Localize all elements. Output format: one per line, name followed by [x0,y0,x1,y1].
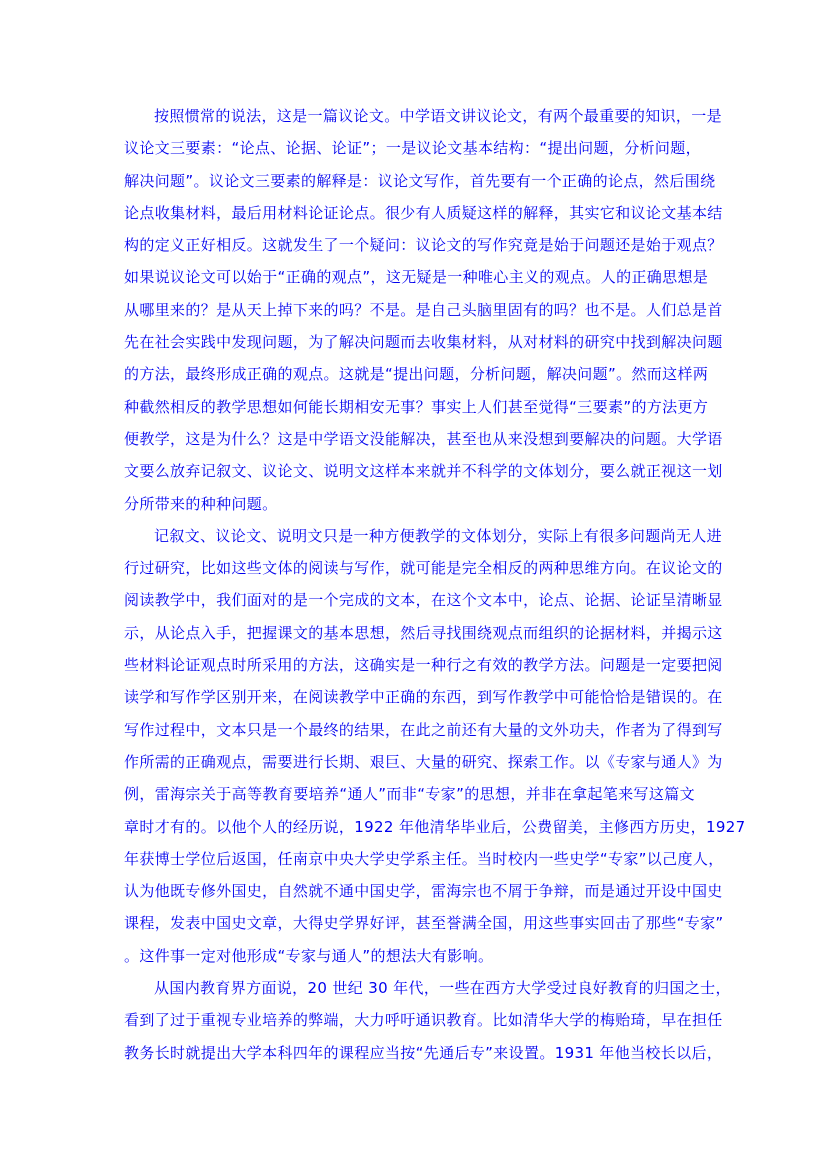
text-line: 从国内教育界方面说，20 世纪 30 年代，一些在西方大学受过良好教育的归国之士， [154,979,731,998]
text-line: 种截然相反的教学思想如何能长期相安无事？事实上人们甚至觉得“三要素”的方法更方 [124,397,709,416]
text-line: 先在社会实践中发现问题，为了解决问题而去收集材料，从对材料的研究中找到解决问题 [124,333,723,352]
text-line: 。这件事一定对他形成“专家与通人”的想法大有影响。 [124,946,494,965]
text-line: 如果说议论文可以始于“正确的观点”，这无疑是一种唯心主义的观点。人的正确思想是 [124,268,709,287]
text-line: 认为他既专修外国史，自然就不通中国史学，雷海宗也不屑于争辩，而是通过开设中国史 [124,882,723,901]
text-line: 按照惯常的说法，这是一篇议论文。中学语文讲议论文，有两个最重要的知识，一是 [154,107,722,125]
text-line: 章时才有的。以他个人的经历说，1922 年他清华毕业后，公费留美，主修西方历史，1927 [124,817,746,836]
text-line: 例，雷海宗关于高等教育要培养“通人”而非“专家”的思想，并非在拿起笔来写这篇文 [124,785,695,804]
text-line: 写作过程中，文本只是一个最终的结果，在此之前还有大量的文外功夫，作者为了得到写 [124,720,723,739]
text-line: 些材料论证观点时所采用的方法，这确实是一种行之有效的教学方法。问题是一定要把阅 [124,656,723,675]
paragraph-2 [124,520,746,972]
text-line: 解决问题”。议论文三要素的解释是：议论文写作，首先要有一个正确的论点，然后围绕 [124,171,716,190]
text-line: 构的定义正好相反。这就发生了一个疑问：议论文的写作究竟是始于问题还是始于观点？ [124,236,723,255]
document-page [124,100,746,1069]
paragraph-3 [124,972,731,1069]
text-line: 议论文三要素：“论点、论据、论证”；一是议论文基本结构：“提出问题，分析问题， [124,139,701,158]
text-line: 看到了过于重视专业培养的弊端，大力呼吁通识教育。比如清华大学的梅贻琦，早在担任 [124,1011,723,1030]
text-line: 读学和写作学区别开来，在阅读教学中正确的东西，到写作教学中可能恰恰是错误的。在 [124,688,723,707]
text-line: 的方法，最终形成正确的观点。这就是“提出问题，分析问题，解决问题”。然而这样两 [124,365,709,384]
text-line: 从哪里来的？是从天上掉下来的吗？不是。是自己头脑里固有的吗？也不是。人们总是首 [124,300,723,319]
text-line: 文要么放弃记叙文、议论文、说明文这样本来就并不科学的文体划分，要么就正视这一划 [124,462,723,481]
text-line: 分所带来的种种问题。 [124,494,278,513]
paragraph-1 [124,100,723,520]
text-line: 课程，发表中国史文章，大得史学界好评，甚至誉满全国，用这些事实回击了那些“专家” [124,914,724,933]
text-line: 阅读教学中，我们面对的是一个完成的文本，在这个文本中，论点、论据、论证呈清晰显 [124,591,723,610]
text-line: 年获博士学位后返国，任南京中央大学史学系主任。当时校内一些史学“专家”以己度人， [124,849,724,868]
text-line: 便教学，这是为什么？这是中学语文没能解决，甚至也从来没想到要解决的问题。大学语 [124,429,723,448]
text-line: 示，从论点入手，把握课文的基本思想，然后寻找围绕观点而组织的论据材料，并揭示这 [124,623,723,642]
text-line: 作所需的正确观点，需要进行长期、艰巨、大量的研究、探索工作。以《专家与通人》为 [124,752,723,771]
text-line: 教务长时就提出大学本科四年的课程应当按“先通后专”来设置。1931 年他当校长以后， [124,1043,723,1062]
text-line: 论点收集材料，最后用材料论证论点。很少有人质疑这样的解释，其实它和议论文基本结 [124,203,723,222]
text-line: 记叙文、议论文、说明文只是一种方便教学的文体划分，实际上有很多问题尚无人进 [154,526,722,545]
text-line: 行过研究，比如这些文体的阅读与写作，就可能是完全相反的两种思维方向。在议论文的 [124,559,723,578]
